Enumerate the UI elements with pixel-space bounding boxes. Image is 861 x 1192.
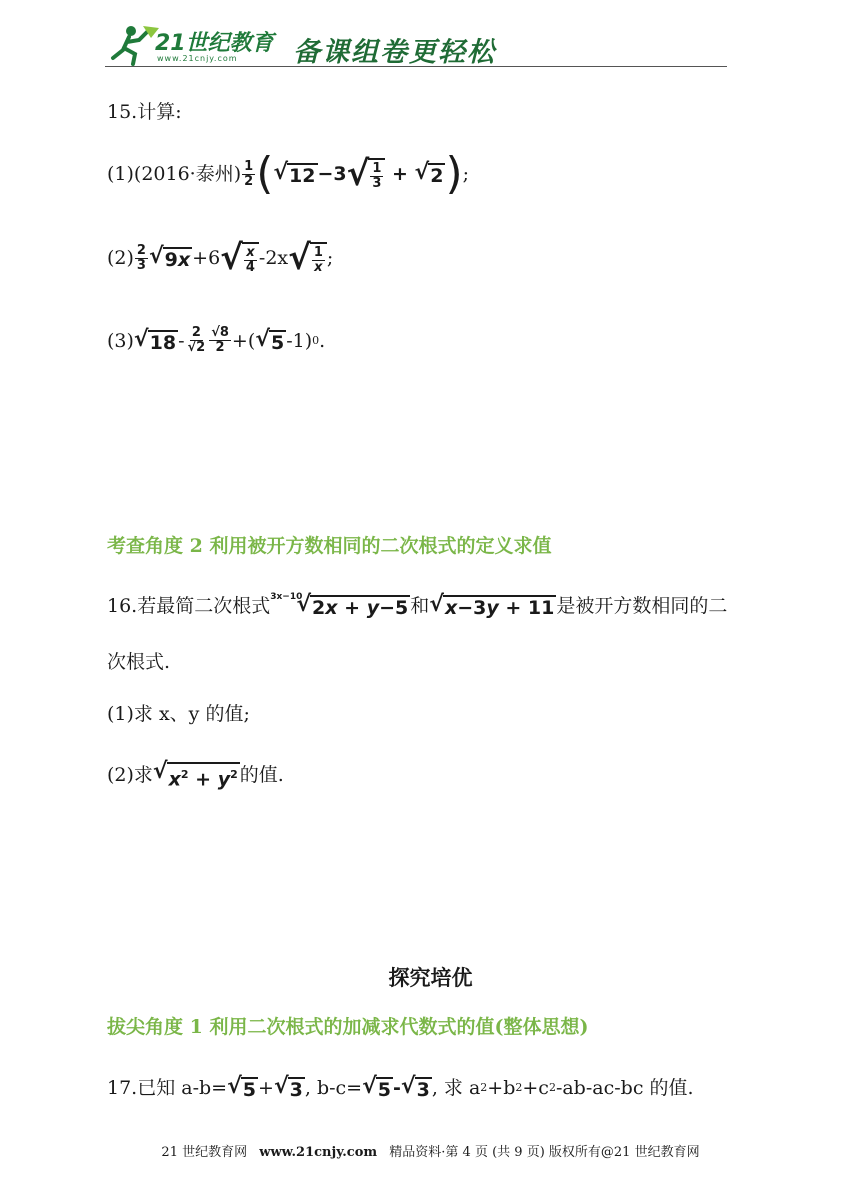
header-slogan: 备课组卷更轻松 — [293, 37, 496, 68]
q16-line1: 16.若最简二次根式 3x−10 √ 2x + y−5 和 √ x−3y + 11 是被开方数相同的二 — [107, 592, 728, 619]
sqrt-x-3y-11: √ x−3y + 11 — [429, 592, 555, 619]
runner-logo-icon — [109, 24, 161, 66]
sqrt-12: √ 12 — [273, 160, 316, 187]
sqrt-5-a: √ 5 — [227, 1074, 257, 1101]
fraction-sqrt8-over-2: $\frac{√8}{2}$ — [211, 325, 229, 355]
section-title-top-angle1: 拔尖角度 1 利用二次根式的加减求代数式的值(整体思想) — [107, 1016, 589, 1038]
sqrt-one-third: √ $\frac{1}{3}$ — [347, 156, 386, 192]
fraction-two-thirds: $\frac{2}{3}$ — [136, 242, 146, 273]
sqrt-3-b: √ 3 — [400, 1074, 430, 1101]
sqrt-x-over-4: √ $\frac{x}{4}$ — [220, 240, 259, 276]
logo-brand-text: 21世纪教育 — [155, 31, 274, 56]
nth-root-2x-y-5: √ 2x + y−5 — [296, 592, 409, 619]
fraction-half: $\frac{1}{2}$ — [244, 158, 254, 189]
sqrt-18: √ 18 — [133, 326, 177, 354]
footer-info: 精品资料·第 4 页 (共 9 页) 版权所有@21 世纪教育网 — [389, 1145, 700, 1160]
sqrt-5: √ 5 — [255, 326, 285, 354]
q15-title: 15.计算: — [107, 101, 182, 123]
page-footer — [0, 1141, 861, 1160]
header-divider — [105, 66, 727, 67]
right-paren: ) — [445, 148, 463, 199]
q15-part2: (2) $\frac{2}{3}$ √ 9x +6 √ $\frac{x}{4}$ -2x √ $\frac{1}{x}$ ; — [107, 238, 334, 278]
q17-line: 17.已知 a-b= √ 5 + √ 3 , b-c= √ 5 - √ 3 , 求 a 2 +b 2 +c 2 -ab-ac-bc 的值. — [107, 1074, 694, 1101]
root-index: 3x−10 — [270, 592, 303, 602]
sqrt-2: √ 2 — [414, 160, 444, 187]
logo-url-text: www.21cnjy.com — [157, 54, 238, 63]
sqrt-5-b: √ 5 — [362, 1074, 392, 1101]
footer-url[interactable]: www.21cnjy.com — [259, 1145, 378, 1160]
fraction-2-over-sqrt2: $\frac{2}{√2}$ — [187, 325, 206, 355]
section-title-angle2: 考查角度 2 利用被开方数相同的二次根式的定义求值 — [107, 535, 552, 557]
q16-part1: (1)求 x、y 的值; — [107, 703, 250, 725]
q16-line2: 次根式. — [107, 651, 171, 673]
q15-part3: (3) √ 18 - $\frac{2}{√2}$ $\frac{√8}{2}$ +( √ 5 -1) 0 . — [107, 325, 326, 355]
page-header — [105, 22, 727, 72]
left-paren: ( — [256, 148, 274, 199]
q15-part1: (1)(2016·泰州) $\frac{1}{2}$ ( √ 12 −3 √ $\frac{1}{3}$ + √ 2 ) ; — [107, 148, 470, 199]
section-heading-explore: 探究培优 — [388, 966, 473, 990]
q16-part2: (2)求 √ $x^2 + y^2$ 的值. — [107, 759, 284, 791]
sqrt-x2-y2: √ $x^2 + y^2$ — [152, 759, 238, 791]
footer-site: 21 世纪教育网 — [161, 1145, 248, 1160]
sqrt-9x: √ 9x — [148, 244, 191, 271]
sqrt-3-a: √ 3 — [273, 1074, 303, 1101]
sqrt-1-over-x: √ $\frac{1}{x}$ — [288, 240, 327, 276]
